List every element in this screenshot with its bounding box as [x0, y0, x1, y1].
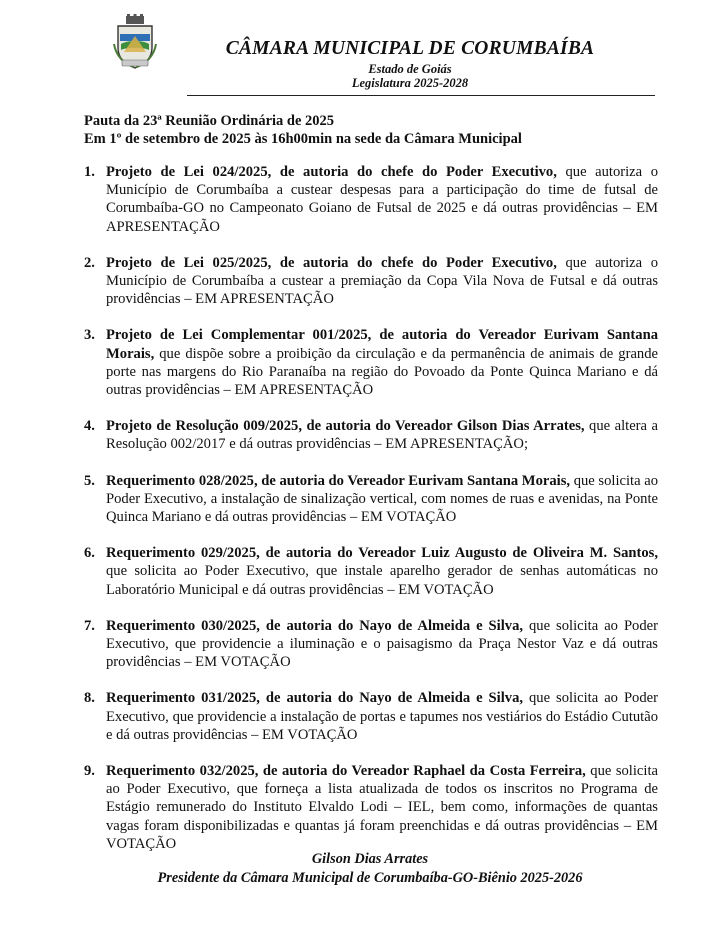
agenda-item	[84, 163, 658, 236]
agenda-item	[84, 254, 658, 309]
item-number: 3.	[84, 327, 95, 344]
signature-role: Presidente da Câmara Municipal de Corumbaíba-GO-Biênio 2025-2026	[157, 870, 583, 886]
item-number: 7.	[84, 617, 95, 634]
item-number: 8.	[84, 690, 95, 707]
item-title: Projeto de Lei 024/2025, de autoria do chefe do Poder Executivo,	[106, 164, 557, 180]
agenda-item	[84, 617, 658, 672]
item-number: 2.	[84, 254, 95, 271]
item-text: que autoriza o Município de Corumbaíba a custear despesas para a participação do time de futsal de Corumbaíba-GO no Campeonato Goiano de Futsal de 2025 e dá outras providências – EM APRESENTAÇÃO	[106, 164, 658, 235]
item-number: 4.	[84, 418, 95, 435]
item-text: que solicita ao Poder Executivo, a instalação de sinalização vertical, com nomes de ruas e avenidas, na Ponte Quinca Mariano e dá outras providências – EM VOTAÇÃO	[106, 472, 658, 526]
state-line: Estado de Goiás	[368, 62, 452, 76]
item-text: que solicita ao Poder Executivo, que providencie a instalação de portas e tapumes nos vestiários do Estádio Cututão e dá outras providências – EM VOTAÇÃO	[106, 690, 658, 743]
item-text: que solicita ao Poder Executivo, que instale aparelho gerador de senhas automáticas no Laboratório Municipal e dá outras providências – EM VOTAÇÃO	[106, 563, 658, 598]
item-text: que dispõe sobre a proibição da circulação e da permanência de animais de grande porte nas margens do Rio Paranaíba na região do Povoado da Ponte Quinca Mariano e dá outras providências – EM APRESENTAÇÃO	[106, 345, 658, 399]
item-text: que autoriza o Município de Corumbaíba a custear a premiação da Copa Vila Nova de Futsal e dá outras providências – EM APRESENTAÇÃO	[106, 254, 658, 308]
item-text: que altera a Resolução 002/2017 e dá outras providências – EM APRESENTAÇÃO;	[106, 418, 658, 453]
item-title: Requerimento 028/2025, de autoria do Vereador Eurivam Santana Morais,	[106, 472, 571, 489]
item-title: Requerimento 029/2025, de autoria do Vereador Luiz Augusto de Oliveira M. Santos,	[106, 545, 658, 562]
header	[165, 38, 655, 90]
agenda-item	[84, 689, 658, 744]
signature-name: Gilson Dias Arrates	[311, 851, 429, 867]
item-title: Projeto de Lei Complementar 001/2025, de autoria do Vereador Eurivam Santana Morais,	[106, 327, 658, 362]
item-title: Requerimento 030/2025, de autoria do Nayo de Almeida e Silva,	[106, 617, 524, 634]
agenda-date: Em 1º de setembro de 2025 às 16h00min na sede da Câmara Municipal	[84, 131, 522, 147]
item-title: Projeto de Lei 025/2025, de autoria do chefe do Poder Executivo,	[106, 254, 557, 271]
signature-block	[80, 850, 660, 888]
agenda-item	[84, 544, 658, 599]
agenda-item	[84, 472, 658, 527]
agenda-items-list	[84, 163, 658, 853]
municipal-crest-icon	[112, 14, 158, 70]
item-number: 1.	[84, 164, 95, 180]
item-text: que solicita ao Poder Executivo, que providencie a iluminação e o paisagismo da Praça Nestor Vaz e dá outras providências – EM VOTAÇÃO	[106, 617, 658, 671]
agenda-item	[84, 417, 658, 453]
item-title: Requerimento 031/2025, de autoria do Nayo de Almeida e Silva,	[106, 690, 524, 707]
item-text: que solicita ao Poder Executivo, que forneça a lista atualizada de todos os inscritos no Programa de Estágio remunerado do Instituto Elvaldo Lodi – IEL, bem como, informações de quantas vagas foram disponibilizadas e quantas já foram preenchidas e dá outras providências – EM VOTAÇÃO	[106, 763, 658, 852]
item-number: 6.	[84, 545, 95, 562]
item-number: 9.	[84, 763, 95, 780]
agenda-item	[84, 326, 658, 399]
agenda-heading	[84, 112, 664, 148]
item-number: 5.	[84, 472, 95, 489]
agenda-item	[84, 762, 658, 853]
item-title: Projeto de Resolução 009/2025, de autoria do Vereador Gilson Dias Arrates,	[106, 418, 585, 435]
legislature-line: Legislatura 2025-2028	[351, 76, 469, 90]
header-divider	[187, 95, 655, 96]
agenda-title: Pauta da 23ª Reunião Ordinária de 2025	[84, 113, 335, 129]
council-title: CÂMARA MUNICIPAL DE CORUMBAÍBA	[225, 38, 595, 59]
item-title: Requerimento 032/2025, de autoria do Vereador Raphael da Costa Ferreira,	[106, 763, 586, 780]
